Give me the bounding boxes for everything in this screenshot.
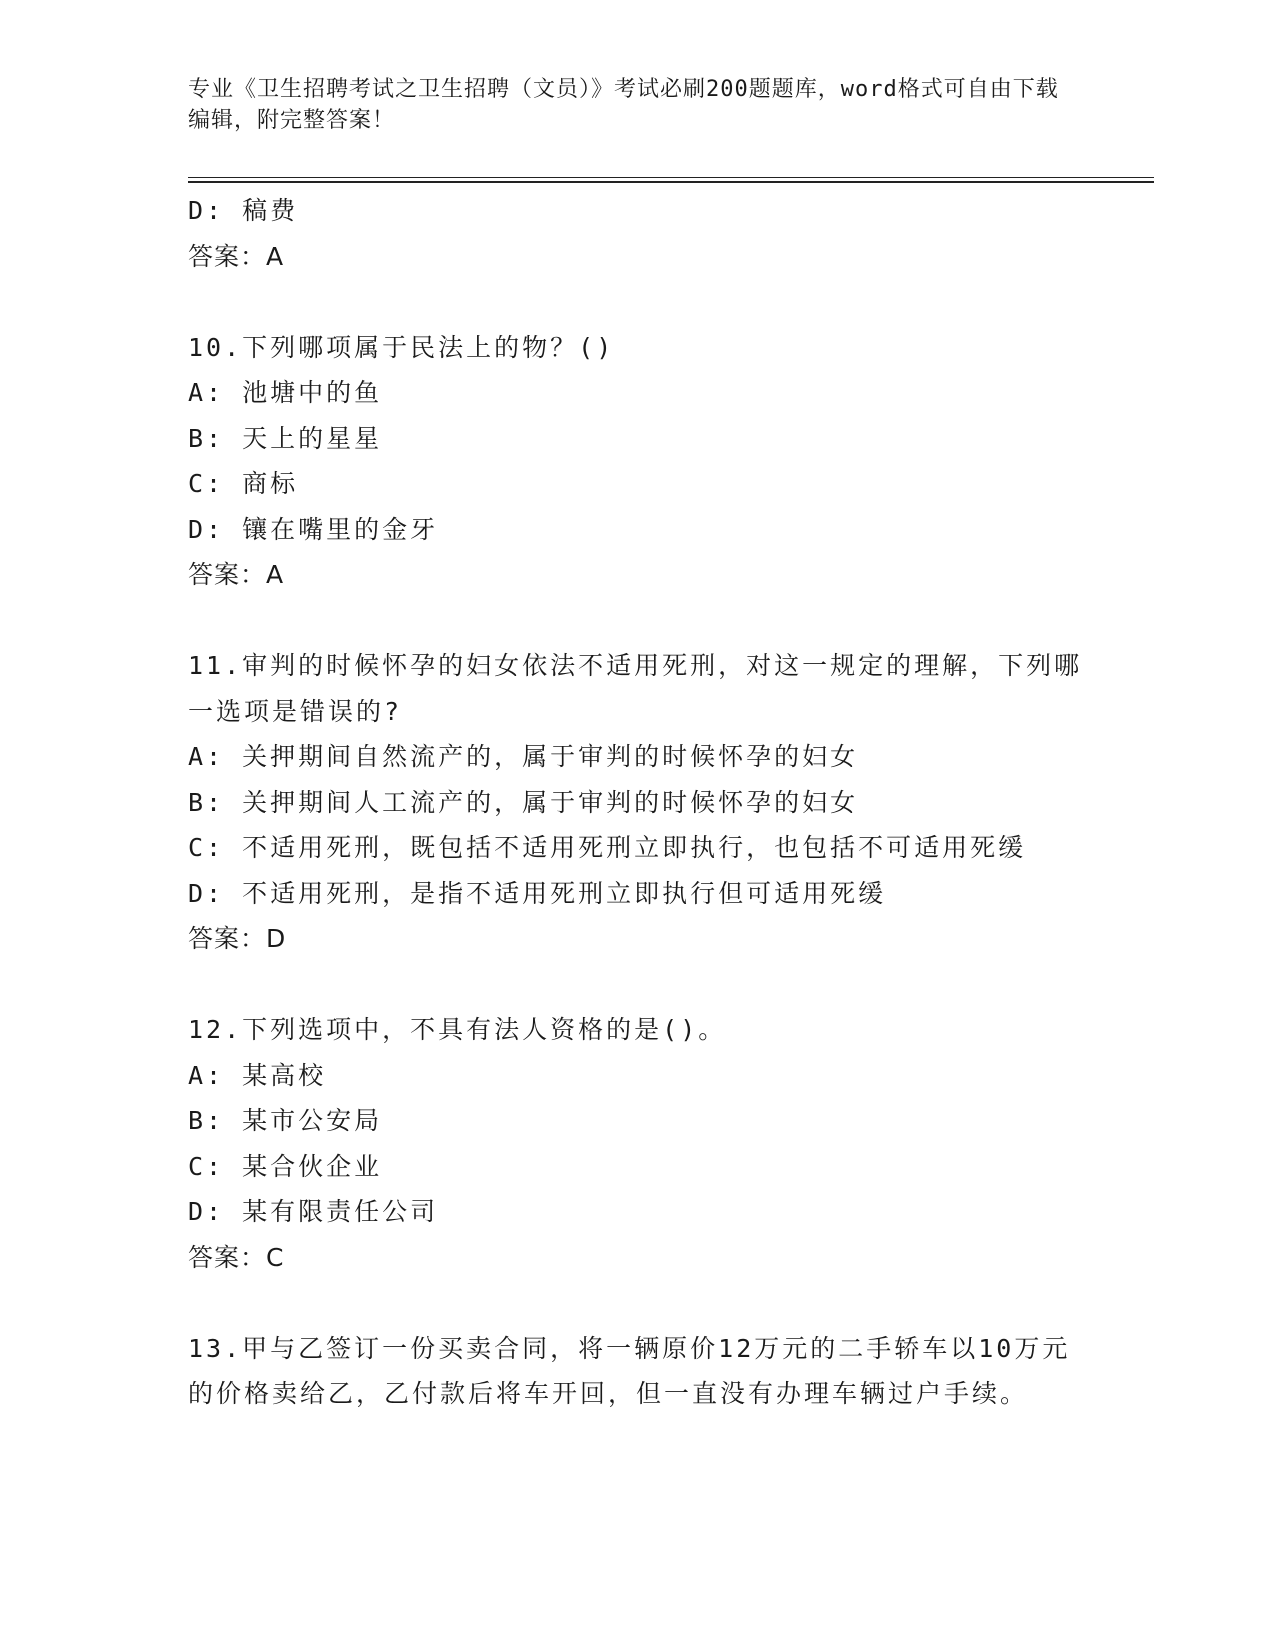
question-stem: 13.甲与乙签订一份买卖合同，将一辆原价12万元的二手轿车以10万元的价格卖给乙，乙付款后将车开回，但一直没有办理车辆过户手续。 — [188, 1333, 1071, 1408]
option-c: C: 商标 — [188, 469, 299, 498]
answer: 答案：C — [188, 1242, 285, 1272]
answer: 答案：A — [188, 560, 285, 589]
question-11 — [188, 643, 1088, 962]
option-b: B: 关押期间人工流产的，属于审判的时候怀孕的妇女 — [188, 787, 859, 817]
option-b: B: 某市公安局 — [188, 1106, 383, 1135]
option-d: D: 不适用死刑，是指不适用死刑立即执行但可适用死缓 — [188, 878, 887, 908]
option-a: A: 池塘中的鱼 — [188, 378, 383, 407]
header-rule-thin — [188, 177, 1154, 178]
question-stem: 12.下列选项中，不具有法人资格的是()。 — [188, 1015, 727, 1044]
prev-answer: 答案：A — [188, 241, 285, 271]
question-13 — [188, 1326, 1088, 1417]
question-stem: 11.审判的时候怀孕的妇女依法不适用死刑，对这一规定的理解，下列哪一选项是错误的? — [188, 651, 1083, 726]
header-rule-thick — [188, 181, 1154, 183]
document-header: 专业《卫生招聘考试之卫生招聘（文员）》考试必刷200题题库，word格式可自由下载编辑，附完整答案！ — [188, 77, 1059, 133]
question-stem: 10.下列哪项属于民法上的物？() — [188, 332, 615, 362]
answer: 答案：D — [188, 924, 287, 953]
option-c: C: 不适用死刑，既包括不适用死刑立即执行，也包括不可适用死缓 — [188, 833, 1027, 862]
question-10 — [188, 325, 1088, 598]
question-12 — [188, 1007, 1088, 1280]
option-c: C: 某合伙企业 — [188, 1151, 383, 1181]
option-d: D: 某有限责任公司 — [188, 1197, 439, 1226]
option-d: D: 镶在嘴里的金牙 — [188, 514, 439, 544]
document-body — [188, 188, 1088, 1417]
prev-option-d: D: 稿费 — [188, 196, 299, 225]
option-b: B: 天上的星星 — [188, 423, 383, 453]
option-a: A: 某高校 — [188, 1060, 327, 1090]
option-a: A: 关押期间自然流产的，属于审判的时候怀孕的妇女 — [188, 742, 859, 771]
